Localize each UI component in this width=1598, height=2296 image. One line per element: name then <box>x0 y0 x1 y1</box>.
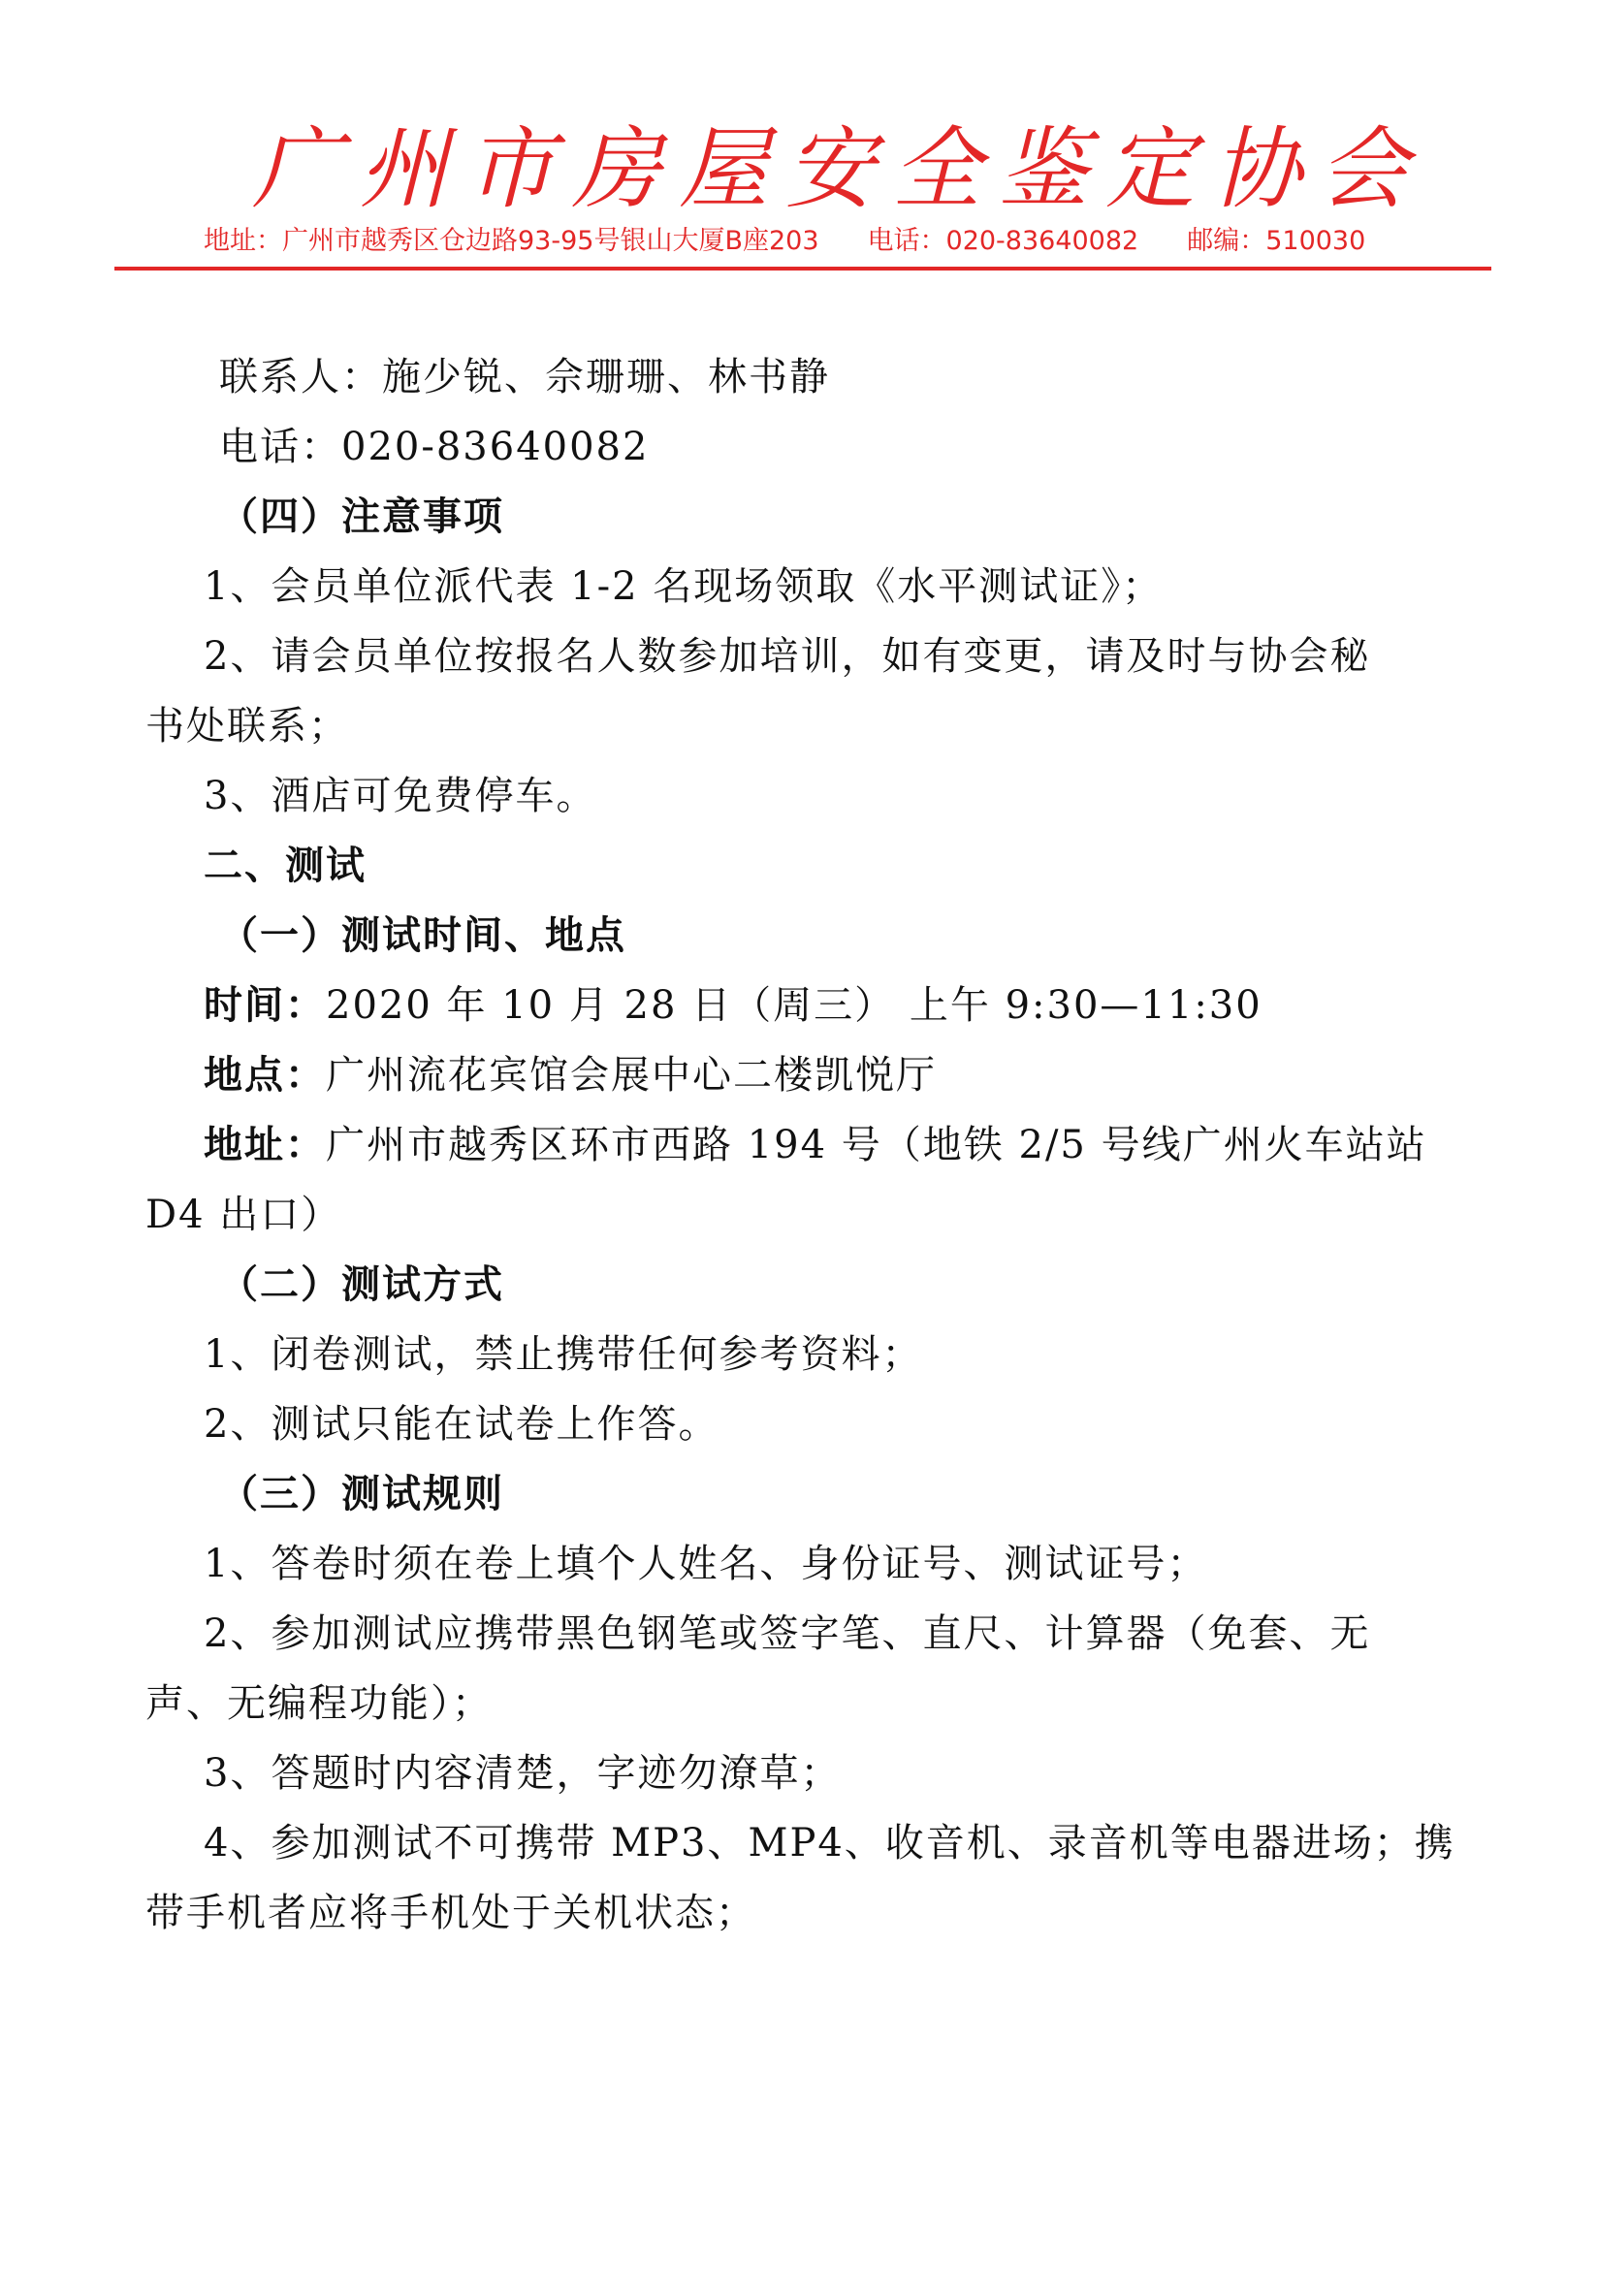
address-line-continued: D4 出口） <box>145 1193 342 1237</box>
letterhead-info <box>204 225 1416 258</box>
rule-item-4: 4、参加测试不可携带 MP3、MP4、收音机、录音机等电器进场；携 <box>204 1821 1455 1866</box>
note-item-2-continued: 书处联系； <box>145 704 349 749</box>
time-line <box>204 970 1464 1041</box>
test-heading: 二、测试 <box>204 843 367 888</box>
letterhead-phone: 电话：020-83640082 <box>867 226 1139 256</box>
letterhead-divider <box>114 267 1491 271</box>
method-heading: （二）测试方式 <box>219 1261 504 1307</box>
address-line <box>204 1109 1464 1181</box>
rule-item-3: 3、答题时内容清楚，字迹勿潦草； <box>204 1751 842 1796</box>
letterhead <box>0 0 1598 281</box>
method-item-1: 1、闭卷测试，禁止携带任何参考资料； <box>204 1332 923 1377</box>
time-label: 时间： <box>204 982 326 1028</box>
address-value: 广州市越秀区环市西路 194 号（地铁 2/5 号线广州火车站站 <box>326 1123 1427 1167</box>
address-label: 地址： <box>204 1122 326 1167</box>
note-item-2: 2、请会员单位按报名人数参加培训，如有变更，请及时与协会秘 <box>204 634 1371 679</box>
place-value: 广州流花宾馆会展中心二楼凯悦厅 <box>326 1053 937 1098</box>
rule-item-4-continued: 带手机者应将手机处于关机状态； <box>145 1891 756 1935</box>
letterhead-address: 地址：广州市越秀区仓边路93-95号银山大厦B座203 <box>204 226 819 256</box>
note-item-1: 1、会员单位派代表 1-2 名现场领取《水平测试证》； <box>204 564 1164 609</box>
method-item-2: 2、测试只能在试卷上作答。 <box>204 1402 719 1447</box>
place-line <box>204 1039 1464 1111</box>
place-label: 地点： <box>204 1052 326 1098</box>
time-value: 2020 年 10 月 28 日（周三） 上午 9:30—11:30 <box>326 983 1262 1028</box>
notes-heading: （四）注意事项 <box>219 494 504 539</box>
rule-item-2: 2、参加测试应携带黑色钢笔或签字笔、直尺、计算器（免套、无 <box>204 1611 1371 1656</box>
time-place-heading: （一）测试时间、地点 <box>219 912 626 958</box>
rule-item-2-continued: 声、无编程功能）； <box>145 1681 493 1726</box>
rules-heading: （三）测试规则 <box>219 1471 504 1516</box>
phone-line: 电话：020-83640082 <box>219 425 650 469</box>
letterhead-postcode: 邮编：510030 <box>1187 226 1366 256</box>
contacts-line: 联系人：施少锐、佘珊珊、林书静 <box>219 355 830 399</box>
note-item-3: 3、酒店可免费停车。 <box>204 774 597 818</box>
rule-item-1: 1、答卷时须在卷上填个人姓名、身份证号、测试证号； <box>204 1542 1208 1586</box>
letterhead-title: 广州市房屋安全鉴定协会 <box>252 117 1426 221</box>
